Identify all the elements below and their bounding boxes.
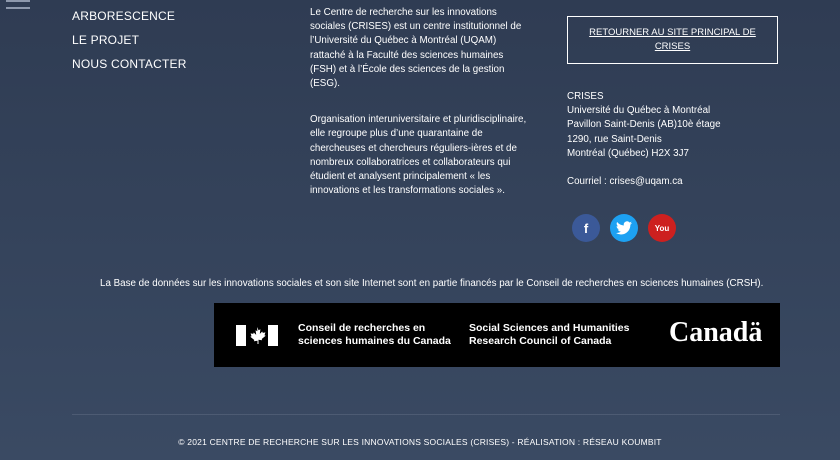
- about-paragraph-2: Organisation interuniversitaire et pluridisciplinaire, elle regroupe plus d’une quarantaine de chercheuses et chercheurs réguliers-ières et de nombreux collaboratrices et collaborateurs qui étudient et analysent principalement « les innovations et les transformations sociales ».: [310, 114, 527, 197]
- address-line: Pavillon Saint-Denis (AB)10è étage: [567, 119, 721, 131]
- org-name: CRISES: [567, 91, 604, 102]
- nav-item-le-projet[interactable]: LE PROJET: [72, 33, 140, 47]
- canada-flag-icon: [236, 325, 278, 346]
- about-paragraph-1: Le Centre de recherche sur les innovations sociales (CRISES) est un centre institutionnel de l’Université du Québec à Montréal (UQAM) rattaché à la Faculté des sciences humaines (FSH) et à l’École des sciences de la gestion (ESG).: [310, 7, 522, 90]
- menu-icon[interactable]: [6, 0, 30, 14]
- address-line: Université du Québec à Montréal: [567, 105, 711, 117]
- facebook-icon[interactable]: f: [572, 214, 600, 242]
- canada-wordmark: Canadä: [669, 317, 763, 348]
- footer-nav: [72, 8, 187, 80]
- nav-item-arborescence[interactable]: ARBORESCENCE: [72, 9, 176, 23]
- menu-bar: [6, 7, 30, 9]
- nav-item-nous-contacter[interactable]: NOUS CONTACTER: [72, 57, 187, 71]
- email-link[interactable]: Courriel : crises@uqam.ca: [567, 176, 683, 188]
- address-line: Montréal (Québec) H2X 3J7: [567, 147, 689, 159]
- address-line: 1290, rue Saint-Denis: [567, 133, 662, 145]
- sshrc-fr-name: Conseil de recherches en sciences humaines du Canada: [298, 322, 451, 347]
- sshrc-en-name: Social Sciences and Humanities Research Council of Canada: [469, 322, 630, 347]
- copyright-text: © 2021 CENTRE DE RECHERCHE SUR LES INNOVATIONS SOCIALES (CRISES) - RÉALISATION : RÉSEAU KOUMBIT: [178, 437, 662, 447]
- menu-bar: [6, 0, 30, 2]
- youtube-icon[interactable]: You: [648, 214, 676, 242]
- footer-divider: [72, 414, 780, 415]
- return-main-site-button[interactable]: RETOURNER AU SITE PRINCIPAL DE CRISES: [567, 16, 778, 64]
- sshrc-banner[interactable]: [214, 303, 780, 367]
- contact-address: [567, 90, 721, 189]
- twitter-icon[interactable]: [610, 214, 638, 242]
- social-links: [572, 214, 676, 242]
- about-section: [310, 6, 530, 220]
- funding-note: La Base de données sur les innovations sociales et son site Internet sont en partie financés par le Conseil de recherches en sciences humaines (CRSH).: [100, 278, 764, 289]
